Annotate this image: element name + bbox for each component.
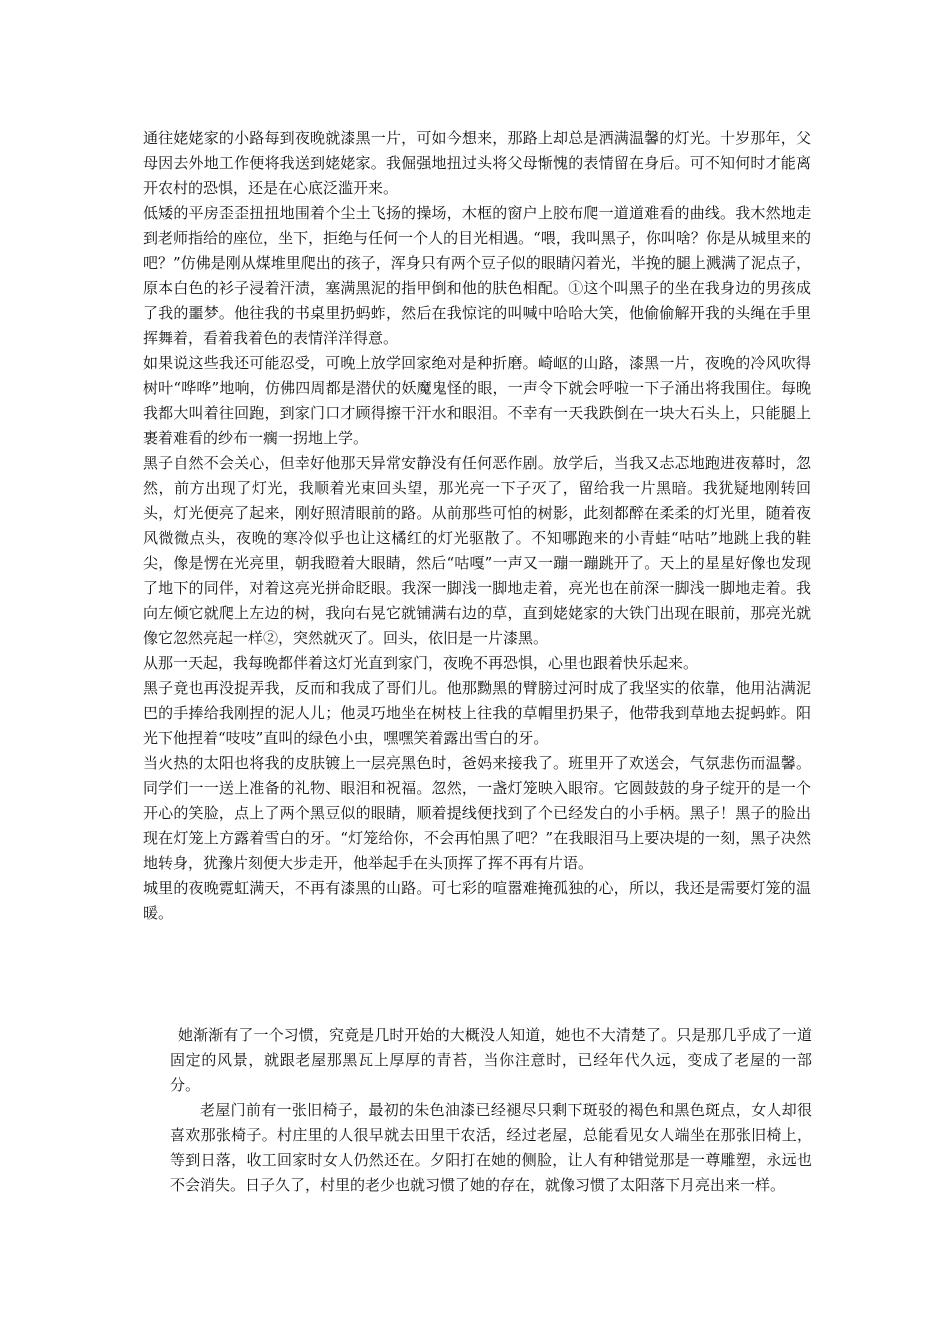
paragraph: 老屋门前有一张旧椅子，最初的朱色油漆已经褪尽只剩下斑驳的褐色和黑色斑点，女人却很喜欢那张椅子。村庄里的人很早就去田里干农活，经过老屋，总能看见女人端坐在那张旧椅上，等到日落，收工回家时女人仍然还在。夕阳打在她的侧脸，让人有种错觉那是一尊雕塑，永远也不会消失。日子久了，村里的老少也就习惯了她的存在，就像习惯了太阳落下月亮出来一样。 xyxy=(170,1101,812,1194)
paragraph: 黑子竟也再没捉弄我，反而和我成了哥们儿。他那黝黑的臂膀过河时成了我坚实的依靠，他用沾满泥巴的手捧给我刚捏的泥人儿；他灵巧地坐在树枝上往我的草帽里扔果子，他带我到草地去捉蚂蚱。阳光下他捏着“吱吱”直叫的绿色小虫，嘿嘿笑着露出雪白的牙。 xyxy=(143,679,811,747)
story-section-two xyxy=(170,1023,812,1198)
paragraph: 低矮的平房歪歪扭扭地围着个尘土飞扬的操场，木框的窗户上胶布爬一道道难看的曲线。我木然地走到老师指给的座位，坐下，拒绝与任何一个人的目光相遇。“喂，我叫黑子，你叫啥？你是从城里来的吧？”仿佛是刚从煤堆里爬出的孩子，浑身只有两个豆子似的眼睛闪着光，半挽的腿上溅满了泥点子，原本白色的衫子浸着汗渍，塞满黑泥的指甲倒和他的肤色相配。①这个叫黑子的坐在我身边的男孩成了我的噩梦。他往我的书桌里扔蚂蚱，然后在我惊诧的叫喊中哈哈大笑，他偷偷解开我的头绳在手里挥舞着，看着我着色的表情洋洋得意。 xyxy=(143,204,811,347)
paragraph: 通往姥姥家的小路每到夜晚就漆黑一片，可如今想来，那路上却总是洒满温馨的灯光。十岁那年，父母因去外地工作便将我送到姥姥家。我倔强地扭过头将父母惭愧的表情留在身后。可不知何时才能离开农村的恐惧，还是在心底泛滥开来。 xyxy=(143,129,811,197)
paragraph: 城里的夜晚霓虹满天，不再有漆黑的山路。可七彩的喧嚣难掩孤独的心，所以，我还是需要灯笼的温暖。 xyxy=(143,879,811,922)
paragraph: 黑子自然不会关心，但幸好他那天异常安静没有任何恶作剧。放学后，当我又忐忑地跑进夜幕时，忽然，前方出现了灯光，我顺着光束回头望，那光亮一下子灭了，留给我一片黑暗。我犹疑地刚转回头，灯光便亮了起来，刚好照清眼前的路。从前那些可怕的树影，此刻都醉在柔柔的灯光里，随着夜风微微点头，夜晚的寒冷似乎也让这橘红的灯光驱散了。不知哪跑来的小青蛙“咕咕”地跳上我的鞋尖，像是愣在光亮里，朝我瞪着大眼睛，然后“咕嘎”一声又一蹦一蹦跳开了。天上的星星好像也发现了地下的同伴，对着这亮光拼命眨眼。我深一脚浅一脚地走着，亮光也在前深一脚浅一脚地走着。我向左倾它就爬上左边的树，我向右晃它就铺满右边的草，直到姥姥家的大铁门出现在眼前，那亮光就像它忽然亮起一样②，突然就灭了。回头，依旧是一片漆黑。 xyxy=(143,454,811,647)
paragraph: 从那一天起，我每晚都伴着这灯光直到家门，夜晚不再恐惧，心里也跟着快乐起来。 xyxy=(143,654,699,672)
paragraph: 如果说这些我还可能忍受，可晚上放学回家绝对是种折磨。崎岖的山路，漆黑一片，夜晚的冷风吹得树叶“哗哗”地响，仿佛四周都是潜伏的妖魔鬼怪的眼，一声令下就会呼啦一下子涌出将我围住。每晚我都大叫着往回跑，到家门口才顾得擦干汗水和眼泪。不幸有一天我跌倒在一块大石头上，只能腿上裹着难看的纱布一瘸一拐地上学。 xyxy=(143,354,811,447)
paragraph: 她渐渐有了一个习惯，究竟是几时开始的大概没人知道，她也不大清楚了。只是那几乎成了一道固定的风景，就跟老屋那黑瓦上厚厚的青苔，当你注意时，已经年代久远，变成了老屋的一部分。 xyxy=(170,1026,812,1094)
story-section-one xyxy=(143,126,811,926)
paragraph: 当火热的太阳也将我的皮肤镀上一层亮黑色时，爸妈来接我了。班里开了欢送会，气氛悲伤而温馨。同学们一一送上准备的礼物、眼泪和祝福。忽然，一盏灯笼映入眼帘。它圆鼓鼓的身子绽开的是一个开心的笑脸，点上了两个黑豆似的眼睛，顺着提线便找到了个已经发白的小手柄。黑子！黑子的脸出现在灯笼上方露着雪白的牙。“灯笼给你，不会再怕黑了吧？”在我眼泪马上要决堤的一刻，黑子决然地转身，犹豫片刻便大步走开，他举起手在头顶挥了挥不再有片语。 xyxy=(143,754,811,872)
